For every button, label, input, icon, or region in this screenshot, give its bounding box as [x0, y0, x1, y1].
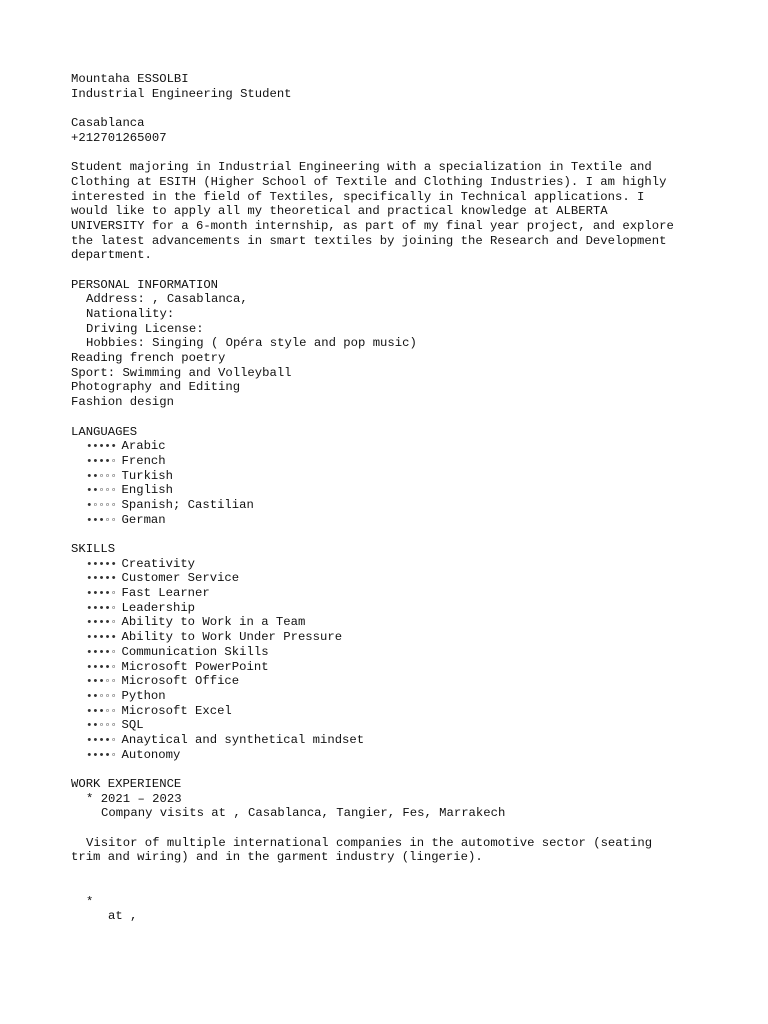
spacer [71, 880, 711, 895]
rating-dots: •••◦◦ [86, 676, 117, 689]
spacer [71, 101, 711, 116]
job-title: at , [108, 909, 138, 924]
summary-line: the latest advancements in smart textiles by joining the Research and Development [71, 233, 667, 248]
spacer [71, 145, 711, 160]
skill-item [71, 630, 711, 645]
language-name: English [121, 483, 173, 498]
rating-dots: •••◦◦ [86, 514, 117, 527]
skill-item [71, 601, 711, 616]
person-title: Industrial Engineering Student [71, 86, 292, 101]
language-item [71, 454, 711, 469]
hobby-item: Photography and Editing [71, 380, 241, 395]
skill-name: SQL [121, 718, 144, 733]
job-description-line: Visitor of multiple international companies in the automotive sector (seating [86, 835, 653, 850]
skill-item [71, 645, 711, 660]
spacer [71, 762, 711, 777]
hobbies-line: Hobbies: Singing ( Opéra style and pop music) [86, 336, 417, 351]
driving-license-line: Driving License: [86, 321, 204, 336]
rating-dots: ••••◦ [86, 588, 117, 601]
spacer [71, 821, 711, 836]
skill-item [71, 557, 711, 572]
language-item [71, 513, 711, 528]
rating-dots: ••◦◦◦ [86, 690, 117, 703]
language-name: Turkish [121, 468, 173, 483]
rating-dots: ••••◦ [86, 455, 117, 468]
language-name: German [121, 512, 166, 527]
skill-item [71, 586, 711, 601]
language-name: Arabic [121, 439, 166, 454]
skill-name: Anaytical and synthetical mindset [121, 732, 365, 747]
job-title: Company visits at , Casablanca, Tangier, Fes, Marrakech [101, 806, 506, 821]
rating-dots: ••••◦ [86, 734, 117, 747]
address-line: Address: , Casablanca, [86, 292, 248, 307]
skill-item [71, 674, 711, 689]
skill-name: Communication Skills [121, 644, 269, 659]
skill-item [71, 571, 711, 586]
rating-dots: ••••• [86, 632, 117, 645]
hobby-item: Fashion design [71, 395, 174, 410]
section-heading: WORK EXPERIENCE [71, 777, 182, 791]
language-item [71, 483, 711, 498]
spacer [71, 263, 711, 278]
skill-name: Fast Learner [121, 586, 210, 601]
skill-name: Microsoft Excel [121, 703, 232, 718]
rating-dots: ••••• [86, 558, 117, 571]
language-item [71, 439, 711, 454]
language-name: Spanish; Castilian [121, 497, 254, 512]
skill-name: Ability to Work Under Pressure [121, 630, 343, 645]
skill-item [71, 704, 711, 719]
skill-item [71, 615, 711, 630]
skill-name: Leadership [121, 600, 196, 615]
rating-dots: •◦◦◦◦ [86, 499, 117, 512]
work-experience-section [71, 777, 711, 924]
skill-item [71, 660, 711, 675]
language-item [71, 469, 711, 484]
skill-item [71, 718, 711, 733]
nationality-line: Nationality: [86, 307, 175, 321]
skill-name: Autonomy [121, 747, 181, 762]
rating-dots: ••◦◦◦ [86, 720, 117, 733]
skills-section [71, 542, 711, 762]
skill-name: Creativity [121, 556, 196, 571]
language-item [71, 498, 711, 513]
skill-name: Microsoft Office [121, 674, 240, 689]
rating-dots: ••••◦ [86, 602, 117, 615]
rating-dots: ••••◦ [86, 646, 117, 659]
job-description-line: trim and wiring) and in the garment industry (lingerie). [71, 850, 483, 865]
section-heading: LANGUAGES [71, 424, 138, 439]
skill-name: Microsoft PowerPoint [121, 659, 269, 674]
job-dates: * 2021 – 2023 [86, 791, 182, 806]
skill-name: Customer Service [121, 571, 240, 586]
rating-dots: ••••• [86, 441, 117, 454]
skill-item [71, 748, 711, 763]
rating-dots: ••••◦ [86, 617, 117, 630]
languages-section [71, 425, 711, 528]
summary-line: interested in the field of Textiles, specifically in Technical applications. I [71, 189, 645, 204]
spacer [71, 410, 711, 425]
rating-dots: •••◦◦ [86, 705, 117, 718]
job-bullet: * [86, 894, 94, 909]
section-heading: SKILLS [71, 542, 116, 556]
summary-line: Student majoring in Industrial Engineering with a specialization in Textile and [71, 160, 652, 175]
language-name: French [121, 453, 166, 468]
rating-dots: ••◦◦◦ [86, 470, 117, 483]
section-heading: PERSONAL INFORMATION [71, 277, 219, 292]
summary-line: Clothing at ESITH (Higher School of Textile and Clothing Industries). I am highly [71, 174, 667, 189]
spacer [71, 865, 711, 880]
personal-info-section [71, 278, 711, 410]
person-phone: +212701265007 [71, 130, 167, 145]
spacer [71, 527, 711, 542]
summary-paragraph [71, 160, 711, 263]
rating-dots: ••••◦ [86, 661, 117, 674]
skill-name: Ability to Work in a Team [121, 615, 306, 630]
rating-dots: ••◦◦◦ [86, 485, 117, 498]
rating-dots: ••••◦ [86, 749, 117, 762]
skill-item [71, 689, 711, 704]
summary-line: would like to apply all my theoretical and practical knowledge at ALBERTA [71, 204, 608, 219]
hobby-item: Reading french poetry [71, 351, 226, 366]
skill-item [71, 733, 711, 748]
skill-name: Python [121, 688, 166, 703]
rating-dots: ••••• [86, 573, 117, 586]
summary-line: department. [71, 248, 152, 263]
person-name: Mountaha ESSOLBI [71, 72, 189, 86]
resume-document [71, 72, 711, 924]
hobby-item: Sport: Swimming and Volleyball [71, 365, 292, 380]
person-city: Casablanca [71, 116, 145, 131]
summary-line: UNIVERSITY for a 6-month internship, as part of my final year project, and explore [71, 218, 674, 233]
